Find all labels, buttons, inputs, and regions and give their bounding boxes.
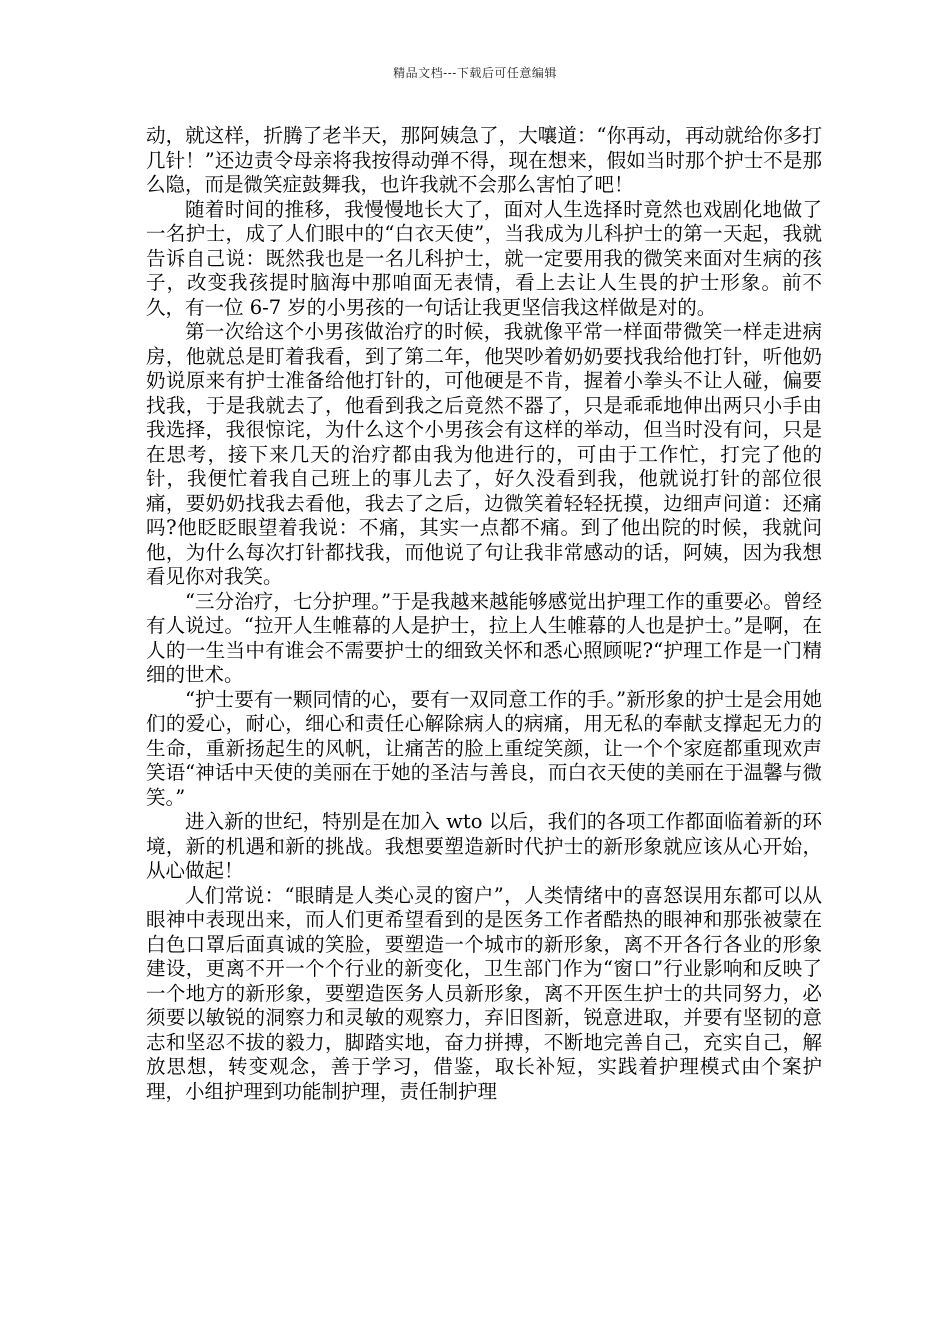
paragraph-7: 人们常说：“眼睛是人类心灵的窗户”，人类情绪中的喜怒误用东都可以从眼神中表现出来，而人们更希望看到的是医务工作者酷热的眼神和那张被蒙在白色口罩后面真诚的笑脸，要塑造一个城市的新形象，离不开各行各业的形象建设，更离不开一个个行业的新变化，卫生部门作为“窗口”行业影响和反映了一个地方的新形象，要塑造医务人员新形象，离不开医生护士的共同努力，必须要以敏锐的洞察力和灵敏的观察力，弃旧图新，锐意进取，并要有坚韧的意志和坚忍不拔的毅力，脚踏实地，奋力拼搏，不断地完善自己，充实自己，解放思想，转变观念，善于学习，借鉴，取长补短，实践着护理模式由个案护理，小组护理到功能制护理，责任制护理 bbox=[146, 883, 822, 1103]
page-header: 精品文档---下载后可任意编辑 bbox=[393, 66, 557, 80]
paragraph-4: “三分治疗，七分护理。”于是我越来越能够感觉出护理工作的重要必。曾经有人说过。“拉开人生帷幕的人是护士，拉上人生帷幕的人也是护士。”是啊，在人的一生当中有谁会不需要护士的细致关怀和悉心照顾呢?“护理工作是一门精细的世术。 bbox=[146, 589, 822, 686]
paragraph-3: 第一次给这个小男孩做治疗的时候，我就像平常一样面带微笑一样走进病房，他就总是盯着我看，到了第二年，他哭吵着奶奶要找我给他打针，听他奶奶说原来有护士准备给他打针的，可他硬是不肯，握着小拳头不让人碰，偏要找我，于是我就去了，他看到我之后竟然不器了，只是乖乖地伸出两只小手由我选择，我很惊诧，为什么这个小男孩会有这样的举动，但当时没有问，只是在思考，接下来几天的治疗都由我为他进行的，可由于工作忙，打完了他的针，我便忙着我自己班上的事儿去了，好久没看到我，他就说打针的部位很痛，要奶奶找我去看他，我去了之后，边微笑着轻轻抚摸，边细声问道：还痛吗?他眨眨眼望着我说：不痛，其实一点都不痛。到了他出院的时候，我就问他，为什么每次打针都找我，而他说了句让我非常感动的话，阿姨，因为我想看见你对我笑。 bbox=[146, 320, 822, 588]
document-body bbox=[146, 124, 822, 1104]
paragraph-2: 随着时间的推移，我慢慢地长大了，面对人生选择时竟然也戏剧化地做了一名护士，成了人们眼中的“白衣天使”，当我成为儿科护士的第一天起，我就告诉自己说：既然我也是一名儿科护士，就一定要用我的微笑来面对生病的孩子，改变我孩提时脑海中那咱面无表情，看上去让人生畏的护士形象。前不久，有一位 6-7 岁的小男孩的一句话让我更坚信我这样做是对的。 bbox=[146, 197, 822, 319]
paragraph-5: “护士要有一颗同情的心，要有一双同意工作的手。”新形象的护士是会用她们的爱心，耐心，细心和责任心解除病人的病痛，用无私的奉献支撑起无力的生命，重新扬起生的风帆，让痛苦的脸上重绽笑颜，让一个个家庭都重现欢声笑语“神话中天使的美丽在于她的圣洁与善良，而白衣天使的美丽在于温馨与微笑。” bbox=[146, 687, 822, 809]
paragraph-1: 动，就这样，折腾了老半天，那阿姨急了，大嚷道：“你再动，再动就给你多打几针！”还边责令母亲将我按得动弹不得，现在想来，假如当时那个护士不是那么隐，而是微笑症鼓舞我，也许我就不会那么害怕了吧！ bbox=[146, 124, 822, 196]
paragraph-6: 进入新的世纪，特别是在加入 wto 以后，我们的各项工作都面临着新的环境，新的机遇和新的挑战。我想要塑造新时代护士的新形象就应该从心开始，从心做起！ bbox=[146, 810, 822, 882]
